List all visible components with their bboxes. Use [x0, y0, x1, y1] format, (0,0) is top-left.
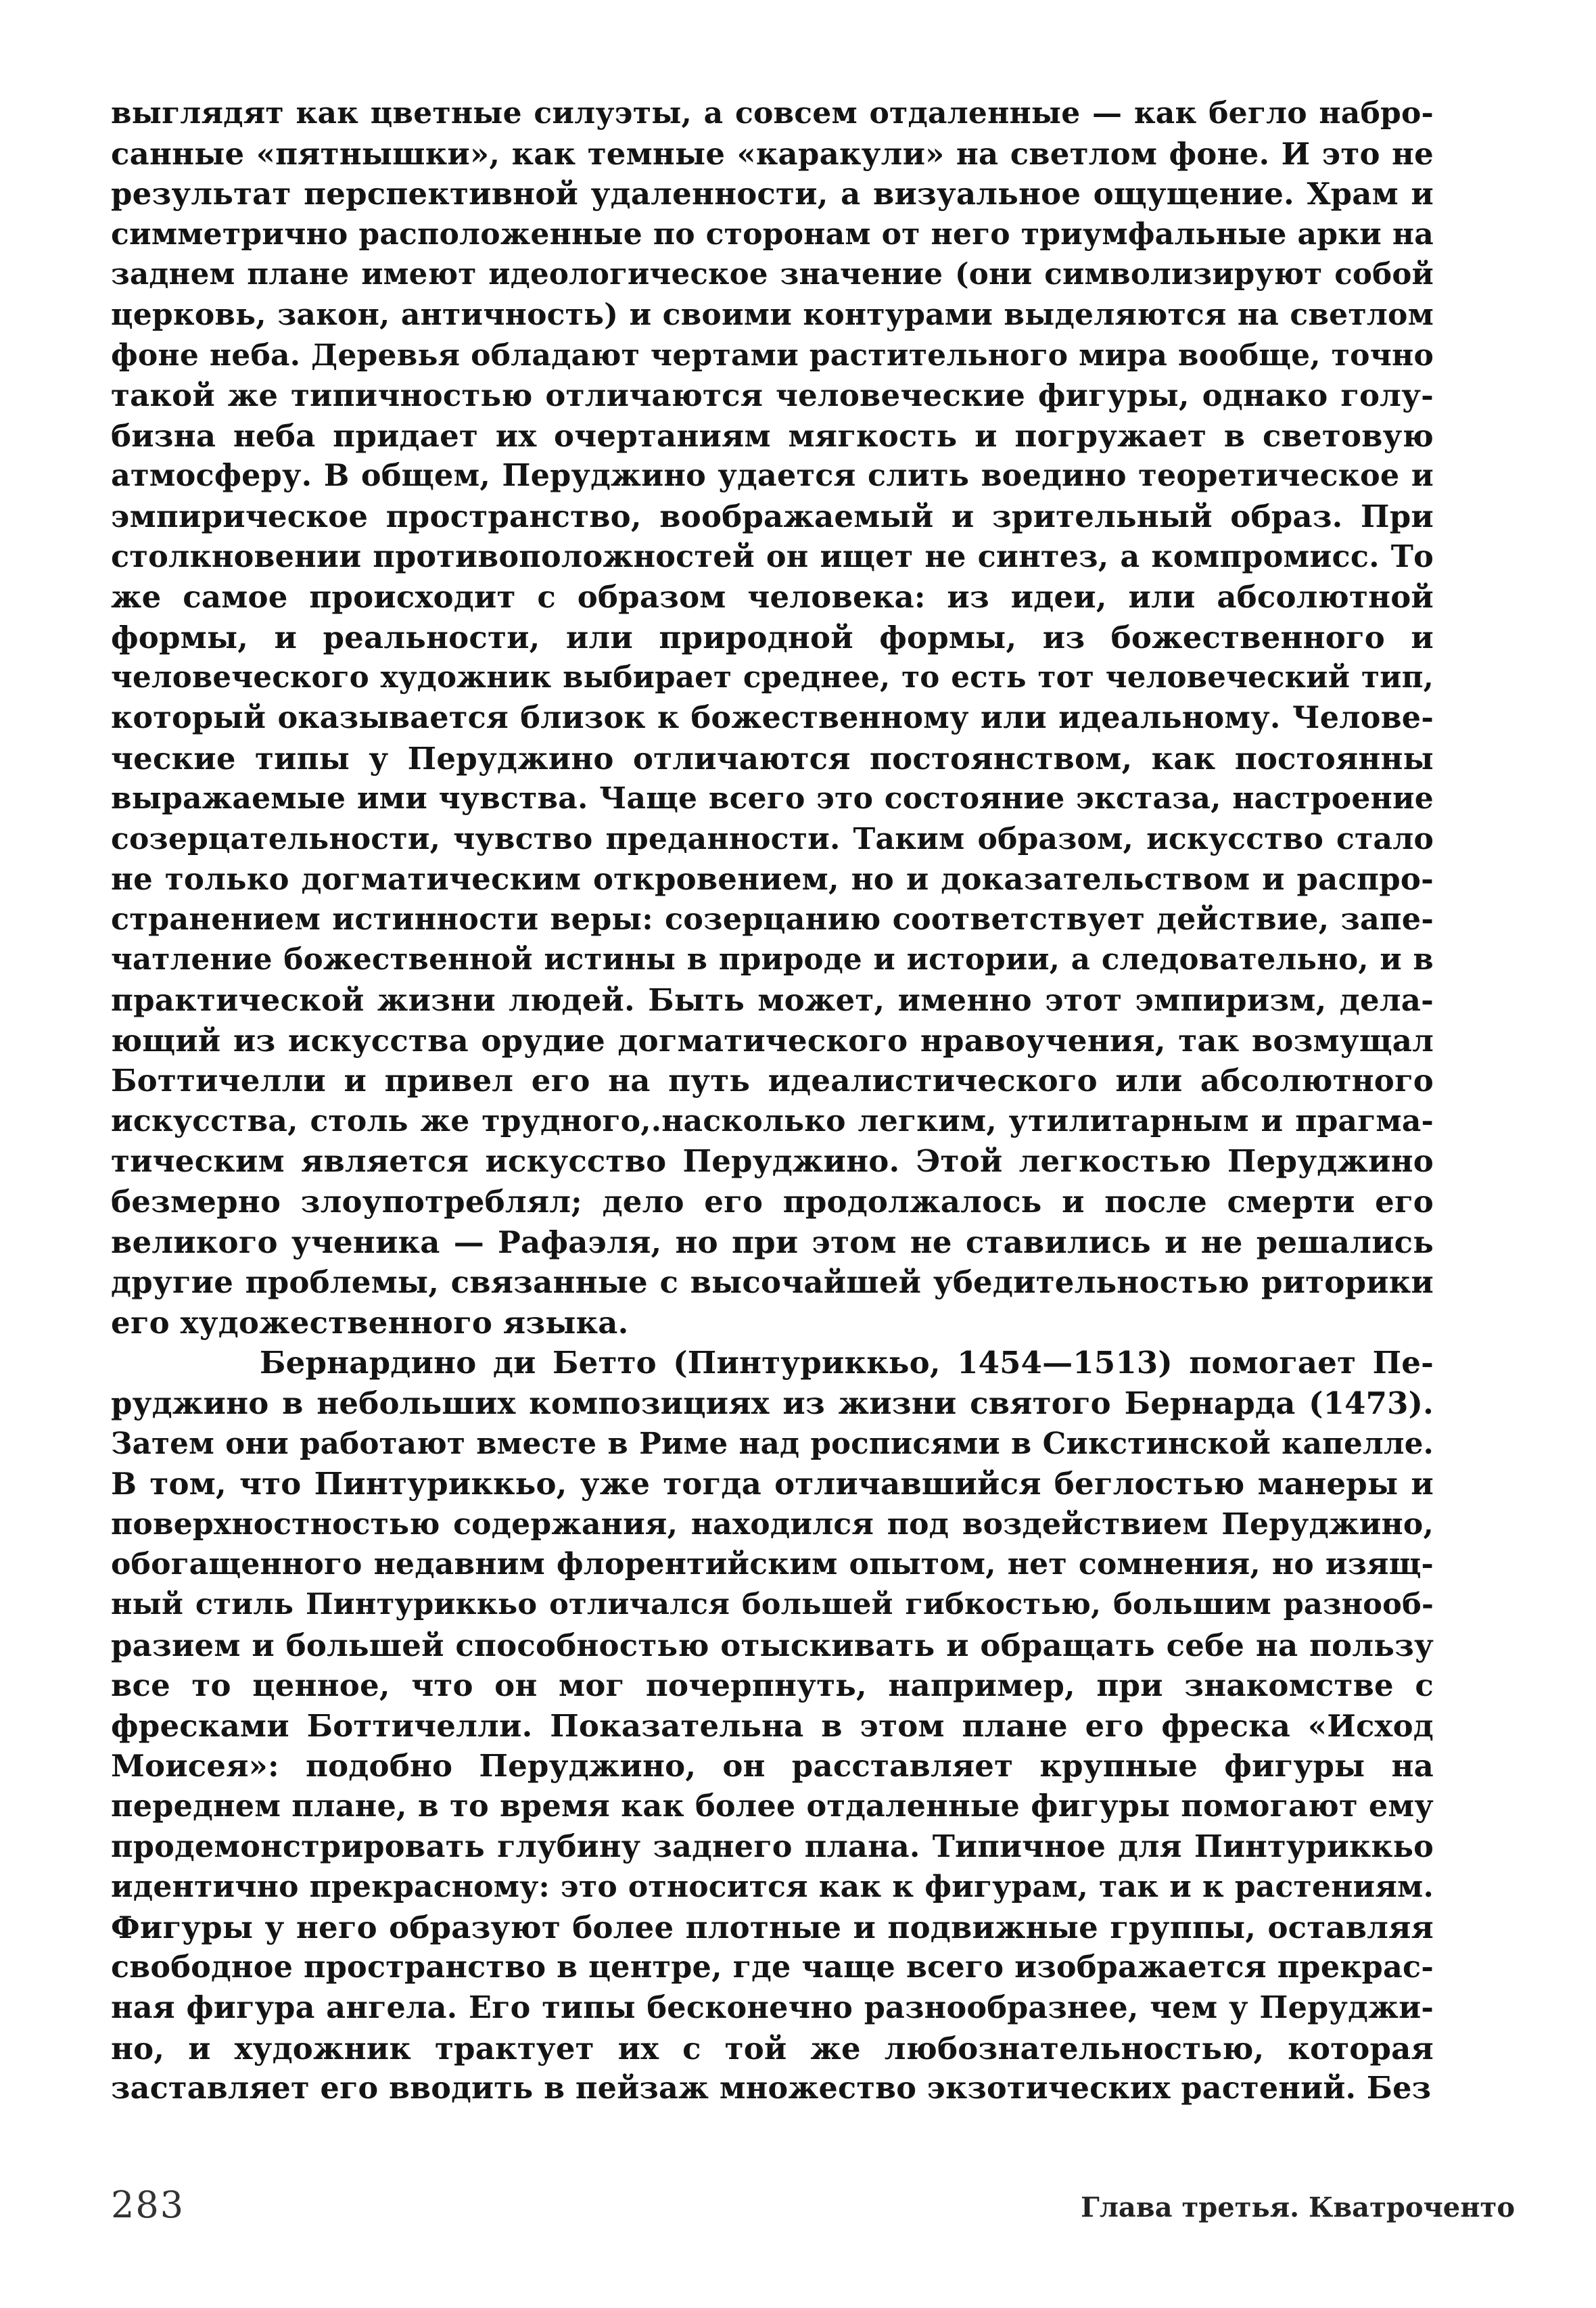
text-line: практической жизни людей. Быть может, именно этот эмпиризм, дела-: [111, 982, 1434, 1019]
text-line: но, и художник трактует их с той же любознательностью, которая: [111, 2030, 1434, 2067]
text-line: результат перспективной удаленности, а визуальное ощущение. Храм и: [111, 176, 1434, 212]
running-head: Глава третья. Кватроченто: [1081, 2192, 1515, 2223]
text-line: такой же типичностью отличаются человеческие фигуры, однако голу-: [111, 377, 1434, 414]
text-line: который оказывается близок к божественному или идеальному. Челове-: [111, 699, 1434, 735]
text-line: ная фигура ангела. Его типы бесконечно разнообразнее, чем у Перуджи-: [111, 1989, 1434, 2025]
text-line: ющий из искусства орудие догматического нравоучения, так возмущал: [111, 1022, 1434, 1059]
text-line: церковь, закон, античность) и своими контурами выделяются на светлом: [111, 297, 1434, 332]
text-line: тическим является искусство Перуджино. Этой легкостью Перуджино: [111, 1143, 1434, 1180]
text-line: идентично прекрасному: это относится как к фигурам, так и к растениям.: [111, 1870, 1434, 1905]
page-number: 283: [111, 2184, 185, 2226]
body-text: [111, 93, 1434, 2109]
text-line: В том, что Пинтуриккьо, уже тогда отличавшийся беглостью манеры и: [111, 1466, 1434, 1502]
text-line: ческие типы у Перуджино отличаются постоянством, как постоянны: [111, 740, 1434, 777]
text-line: другие проблемы, связанные с высочайшей убедительностью риторики: [111, 1264, 1434, 1301]
text-line: чатление божественной истины в природе и истории, а следовательно, и в: [111, 942, 1434, 977]
text-line: обогащенного недавним флорентийским опытом, нет сомнения, но изящ-: [111, 1547, 1434, 1582]
text-line: столкновении противоположностей он ищет не синтез, а компромисс. То: [111, 538, 1434, 574]
text-line: заднем плане имеют идеологическое значение (они символизируют собой: [111, 257, 1434, 292]
text-line: не только догматическим откровением, но и доказательством и распро-: [111, 861, 1434, 898]
text-line: же самое происходит с образом человека: из идеи, или абсолютной: [111, 579, 1434, 616]
text-line: поверхностностью содержания, находился под воздействием Перуджино,: [111, 1506, 1434, 1542]
text-line: заставляет его вводить в пейзаж множество экзотических растений. Без: [111, 2071, 1432, 2106]
text-line: ный стиль Пинтуриккьо отличался большей гибкостью, большим разнооб-: [111, 1587, 1434, 1621]
text-line: Боттичелли и привел его на путь идеалистического или абсолютного: [111, 1063, 1434, 1099]
text-line: санные «пятнышки», как темные «каракули» на светлом фоне. И это не: [111, 135, 1434, 172]
text-line: симметрично расположенные по сторонам от него триумфальные арки на: [111, 216, 1434, 252]
text-line: безмерно злоупотреблял; дело его продолжалось и после смерти его: [111, 1184, 1434, 1220]
text-line: Затем они работают вместе в Риме над росписями в Сикстинской капелле.: [111, 1426, 1434, 1461]
text-line: атмосферу. В общем, Перуджино удается слить воедино теоретическое и: [111, 458, 1434, 494]
text-line: все то ценное, что он мог почерпнуть, например, при знакомстве с: [111, 1667, 1434, 1704]
text-line: формы, и реальности, или природной формы, из божественного и: [111, 619, 1434, 655]
text-line: разием и большей способностью отыскивать и обращать себе на пользу: [111, 1627, 1434, 1663]
text-line: его художественного языка.: [111, 1304, 629, 1341]
text-line: бизна неба придает их очертаниям мягкость и погружает в световую: [111, 417, 1434, 454]
text-line: свободное пространство в центре, где чаще всего изображается прекрас-: [111, 1949, 1434, 1985]
text-line: Бернардино ди Бетто (Пинтуриккьо, 1454—1513) помогает Пе-: [260, 1345, 1434, 1381]
text-line: Моисея»: подобно Перуджино, он расставляет крупные фигуры на: [111, 1748, 1434, 1784]
text-line: продемонстрировать глубину заднего плана. Типичное для Пинтуриккьо: [111, 1828, 1434, 1864]
text-line: переднем плане, в то время как более отдаленные фигуры помогают ему: [111, 1788, 1434, 1824]
text-line: выглядят как цветные силуэты, а совсем отдаленные — как бегло набро-: [111, 96, 1434, 131]
text-line: великого ученика — Рафаэля, но при этом не ставились и не решались: [111, 1224, 1434, 1260]
text-line: выражаемые ими чувства. Чаще всего это состояние экстаза, настроение: [111, 781, 1434, 816]
text-line: руджино в небольших композициях из жизни святого Бернарда (1473).: [111, 1385, 1434, 1421]
text-line: фоне неба. Деревья обладают чертами растительного мира вообще, точно: [111, 338, 1434, 373]
text-line: искусства, столь же трудного,.насколько легким, утилитарным и прагма-: [111, 1103, 1434, 1138]
text-line: эмпирическое пространство, воображаемый и зрительный образ. При: [111, 498, 1434, 534]
text-line: фресками Боттичелли. Показательна в этом плане его фреска «Исход: [111, 1707, 1434, 1744]
text-line: Фигуры у него образуют более плотные и подвижные группы, оставляя: [111, 1909, 1434, 1945]
text-line: человеческого художник выбирает среднее, то есть тот человеческий тип,: [111, 660, 1434, 695]
text-line: созерцательности, чувство преданности. Таким образом, искусство стало: [111, 821, 1434, 856]
text-line: странением истинности веры: созерцанию соответствует действие, запе-: [111, 901, 1434, 937]
